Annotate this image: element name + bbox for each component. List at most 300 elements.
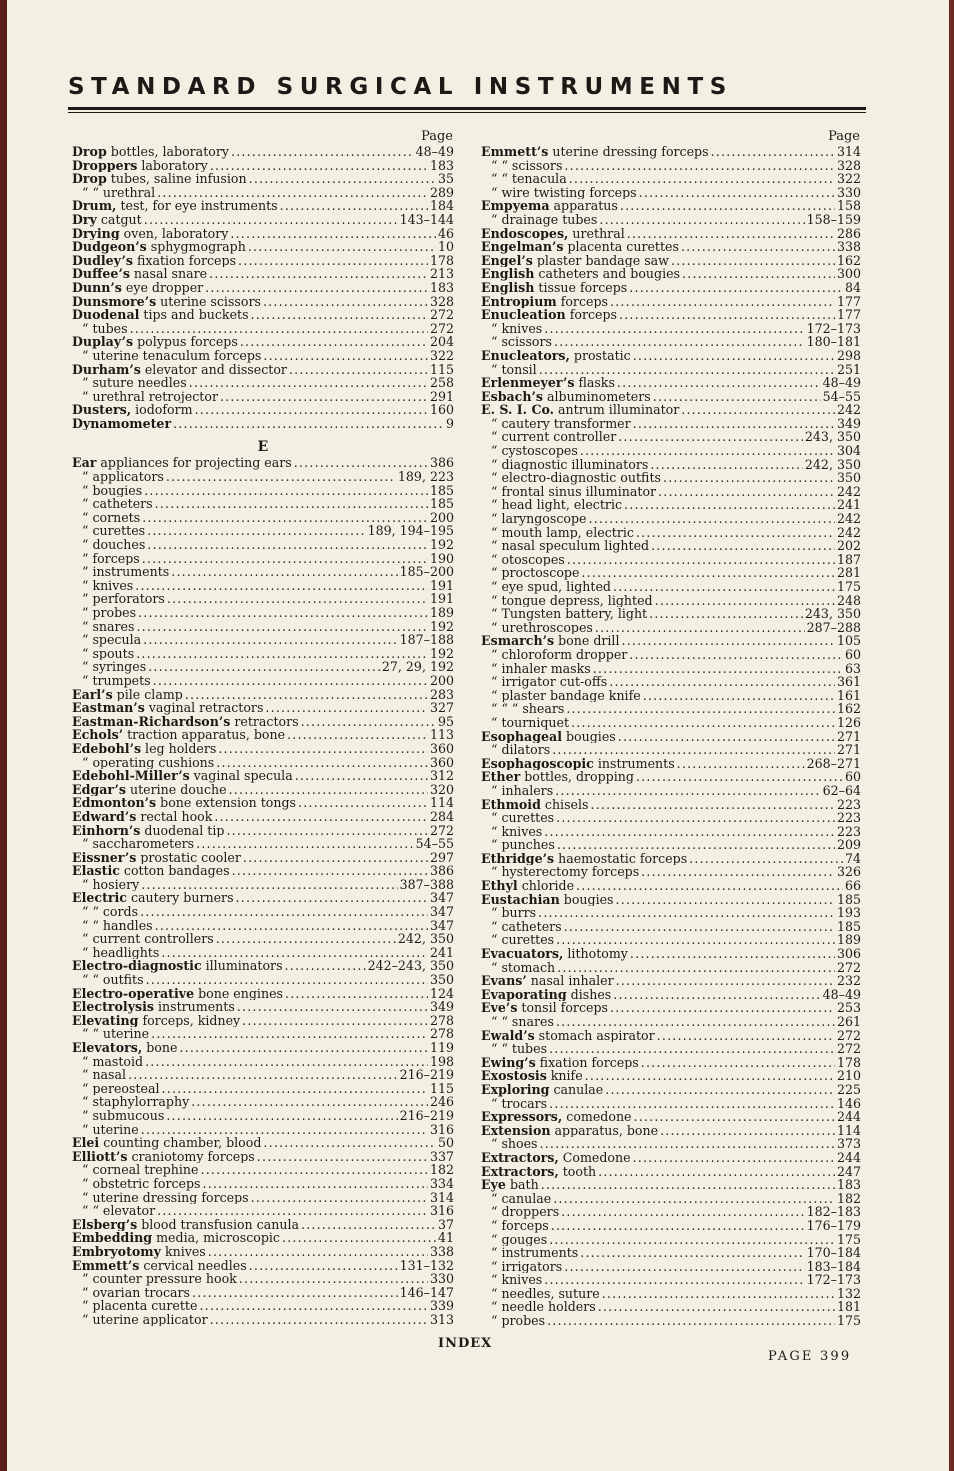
entry-page: 131–132 — [399, 1258, 454, 1273]
index-entry — [481, 1300, 861, 1314]
dot-leader — [651, 539, 835, 553]
entry-page: 243, 350 — [804, 430, 861, 445]
index-entry — [72, 1163, 454, 1177]
entry-text: “ irrigator cut-offs — [491, 675, 608, 689]
entry-page: 183 — [429, 280, 454, 295]
dot-leader — [153, 674, 428, 688]
index-entry — [481, 403, 861, 417]
entry-page: 287–288 — [806, 620, 861, 635]
entry-term — [491, 1042, 547, 1056]
entry-term — [82, 973, 144, 987]
entry-term — [491, 498, 622, 512]
entry-page: 300 — [836, 267, 861, 281]
index-entry — [481, 798, 861, 812]
entry-text: “ cystoscopes — [491, 444, 578, 458]
entry-term — [481, 376, 615, 390]
entry-text: “ punches — [491, 838, 555, 852]
entry-text: “ otoscopes — [491, 552, 565, 567]
entry-text: placenta curettes — [563, 240, 679, 254]
index-entry — [72, 145, 454, 159]
entry-page: 242 — [836, 525, 861, 540]
dot-leader — [613, 988, 820, 1002]
entry-term — [491, 159, 562, 173]
entry-text: bone — [142, 1041, 178, 1055]
entry-keyword: Elevating — [72, 1013, 139, 1028]
entry-page: 181 — [836, 1300, 861, 1315]
dot-leader — [148, 660, 380, 674]
entry-keyword: Esbach’s — [481, 389, 543, 404]
entry-text: “ “ urethral — [82, 185, 156, 200]
index-entry — [481, 458, 861, 472]
entry-term — [82, 1272, 237, 1286]
dot-leader — [263, 349, 428, 363]
entry-page: 178 — [429, 253, 454, 268]
dot-leader — [544, 825, 835, 839]
dot-leader — [591, 798, 835, 812]
entry-text: “ instruments — [82, 565, 170, 579]
entry-text: “ ovarian trocars — [82, 1285, 191, 1300]
entry-text: forceps — [565, 308, 618, 322]
entry-text: “ syringes — [82, 660, 147, 674]
dot-leader — [551, 1219, 805, 1233]
index-entry — [72, 620, 454, 634]
dot-leader — [633, 1151, 835, 1165]
index-entry — [72, 538, 454, 552]
index-entry — [72, 1218, 454, 1232]
entry-page: 54–55 — [415, 837, 454, 851]
index-entry — [72, 376, 454, 390]
entry-page: 223 — [836, 811, 861, 825]
dot-leader — [624, 498, 835, 512]
entry-page: 304 — [836, 444, 861, 458]
dot-leader — [544, 1273, 804, 1287]
entry-page: 185 — [836, 919, 861, 934]
index-entry — [481, 1110, 861, 1124]
entry-keyword: Edebohl-Miller’s — [72, 769, 190, 783]
index-entry — [72, 511, 454, 525]
entry-keyword: Earl’s — [72, 687, 113, 702]
dot-leader — [263, 1136, 436, 1150]
entry-text: “ trocars — [491, 1096, 548, 1111]
index-entry — [481, 254, 861, 268]
entry-page: 338 — [429, 1244, 454, 1259]
entry-text: stomach aspirator — [534, 1028, 655, 1043]
index-entry — [481, 811, 861, 825]
index-entry — [481, 825, 861, 839]
dot-leader — [610, 1001, 835, 1015]
dot-leader — [566, 702, 835, 716]
index-entry — [72, 267, 454, 281]
dot-leader — [598, 1165, 835, 1179]
dot-leader — [141, 1123, 428, 1137]
entry-page: 180–181 — [806, 335, 861, 349]
index-entry — [72, 186, 454, 200]
index-column-left — [72, 128, 454, 1326]
entry-term — [72, 145, 229, 159]
entry-text: bone drill — [554, 634, 620, 648]
entry-term — [491, 594, 653, 608]
index-entry — [72, 199, 454, 213]
entry-term — [72, 1245, 206, 1259]
index-entry — [481, 526, 861, 540]
index-entry — [72, 497, 454, 511]
entry-keyword: Erlenmeyer’s — [481, 376, 575, 390]
entry-keyword: Ethmoid — [481, 797, 541, 812]
dot-leader — [641, 1056, 835, 1070]
dot-leader — [147, 538, 428, 552]
entry-text: “ mouth lamp, electric — [491, 525, 634, 540]
entry-term — [491, 1219, 549, 1233]
entry-keyword: Edgar’s — [72, 782, 126, 797]
entry-page: 74 — [844, 851, 861, 866]
entry-text: tubes, saline infusion — [106, 172, 247, 186]
entry-page: 182 — [836, 1191, 861, 1206]
entry-term — [82, 1123, 139, 1137]
index-entry — [72, 524, 454, 538]
entry-term — [481, 240, 679, 254]
entry-text: “ head light, electric — [491, 498, 623, 513]
entry-page: 258 — [429, 376, 454, 390]
entry-page: 225 — [836, 1082, 861, 1097]
entry-text: “ gouges — [491, 1232, 548, 1247]
entry-term — [491, 566, 579, 580]
entry-text: “ nasal — [82, 1068, 127, 1082]
index-entry — [72, 633, 454, 647]
dot-leader — [208, 1245, 428, 1259]
entry-text: fixation forceps — [535, 1055, 639, 1070]
entry-keyword: Emmett’s — [72, 1258, 140, 1273]
dot-leader — [210, 159, 428, 173]
dot-leader — [155, 497, 428, 511]
index-entry — [481, 186, 861, 200]
index-entry — [72, 1095, 454, 1109]
dot-leader — [658, 485, 835, 499]
index-entry — [72, 227, 454, 241]
index-entry — [72, 959, 454, 973]
index-entry — [72, 592, 454, 606]
entry-keyword: Eustachian — [481, 892, 560, 907]
index-entry — [481, 1124, 861, 1138]
dot-leader — [681, 403, 835, 417]
entry-page: 246 — [429, 1095, 454, 1109]
entry-text: “ inhalers — [491, 783, 554, 798]
entry-page: 62–64 — [822, 783, 861, 798]
entry-term — [72, 417, 171, 431]
dot-leader — [232, 864, 428, 878]
entry-text: plaster bandage saw — [532, 253, 669, 268]
dot-leader — [549, 1042, 835, 1056]
index-entry — [481, 227, 861, 241]
entry-page: 272 — [429, 321, 454, 336]
index-column-right — [481, 128, 861, 1328]
entry-term — [491, 648, 627, 662]
dot-leader — [561, 1205, 804, 1219]
entry-text: “ eye spud, lighted — [491, 580, 611, 594]
entry-text: “ “ uterine — [82, 1027, 150, 1041]
entry-page: 54–55 — [822, 389, 861, 404]
index-entry — [481, 1042, 861, 1056]
entry-keyword: Electro-diagnostic — [72, 959, 202, 974]
entry-page: 183 — [836, 1178, 861, 1192]
entry-text: “ laryngoscope — [491, 512, 587, 526]
entry-page: 314 — [836, 145, 861, 159]
entry-page: 232 — [836, 974, 861, 988]
entry-page: 272 — [836, 960, 861, 975]
entry-term — [491, 322, 542, 336]
entry-text: “ knives — [491, 1273, 543, 1287]
entry-keyword: Echols’ — [72, 728, 124, 742]
index-entry — [481, 675, 861, 689]
entry-page: 213 — [429, 267, 454, 281]
entry-text: “ catheters — [491, 919, 562, 934]
entry-keyword: Ethridge’s — [481, 851, 555, 866]
index-entry — [72, 1082, 454, 1096]
dot-leader — [610, 295, 835, 309]
dot-leader — [155, 919, 428, 933]
entry-term — [82, 322, 128, 336]
entry-text: tooth — [558, 1164, 597, 1179]
entry-page: 202 — [836, 539, 861, 553]
entry-term — [491, 172, 567, 186]
index-entry — [481, 240, 861, 254]
entry-term — [491, 512, 586, 526]
index-entry — [481, 838, 861, 852]
entry-page: 247 — [836, 1164, 861, 1179]
entry-text: “ “ tubes — [491, 1042, 548, 1056]
header-rule-thin — [68, 112, 866, 113]
entry-text: “ “ cords — [82, 905, 139, 919]
dot-leader — [218, 742, 428, 756]
entry-keyword: Expressors, — [481, 1110, 563, 1124]
index-entry — [72, 1286, 454, 1300]
dot-leader — [166, 1109, 397, 1123]
entry-page: 244 — [836, 1150, 861, 1165]
running-header: STANDARD SURGICAL INSTRUMENTS — [68, 74, 733, 100]
entry-term — [72, 281, 203, 295]
dot-leader — [616, 974, 835, 988]
entry-text: “ probes — [82, 606, 137, 620]
entry-text: “ tongue depress, lighted — [491, 593, 653, 608]
dot-leader — [556, 1015, 835, 1029]
entry-page: 10 — [437, 240, 454, 254]
dot-leader — [295, 769, 428, 783]
entry-term — [72, 891, 234, 905]
entry-text: “ needle holders — [491, 1300, 596, 1315]
index-entry — [481, 607, 861, 621]
entry-text: “ urethroscopes — [491, 620, 593, 635]
dot-leader — [201, 1163, 428, 1177]
entry-term — [82, 390, 218, 404]
entry-text: “ counter pressure hook — [82, 1272, 237, 1286]
entry-page: 200 — [429, 510, 454, 525]
entry-term — [72, 159, 208, 173]
entry-term — [491, 213, 597, 227]
index-entry — [481, 267, 861, 281]
dot-leader — [249, 172, 436, 186]
index-entry — [481, 1137, 861, 1151]
entry-text: canulae — [549, 1082, 604, 1097]
dot-leader — [564, 920, 835, 934]
index-entry — [72, 742, 454, 756]
entry-term — [72, 701, 263, 715]
entry-term — [72, 1136, 261, 1150]
entry-keyword: Electro-operative — [72, 986, 195, 1001]
index-entry — [72, 891, 454, 905]
index-entry — [481, 1246, 861, 1260]
dot-leader — [643, 689, 835, 703]
entry-term — [82, 905, 138, 919]
entry-text: “ proctoscope — [491, 566, 580, 580]
dot-leader — [138, 606, 428, 620]
dot-leader — [552, 743, 835, 757]
entry-keyword: Engelman’s — [481, 240, 564, 254]
entry-text: knife — [546, 1069, 583, 1083]
entry-keyword: Drop — [72, 145, 107, 159]
dot-leader — [294, 456, 428, 470]
entry-term — [72, 742, 216, 756]
header-rule — [68, 107, 866, 110]
entry-text: “ forceps — [82, 551, 140, 566]
entry-text: vaginal retractors — [144, 701, 264, 715]
entry-text: “ inhaler masks — [491, 661, 591, 676]
index-entry — [72, 390, 454, 404]
index-entry — [72, 946, 454, 960]
dot-leader — [557, 838, 835, 852]
entry-term — [481, 1165, 596, 1179]
entry-page: 175 — [836, 1314, 861, 1328]
entry-page: 316 — [429, 1204, 454, 1218]
entry-page: 347 — [429, 918, 454, 933]
dot-leader — [629, 281, 843, 295]
entry-page: 350 — [836, 471, 861, 485]
entry-term — [491, 784, 553, 798]
index-entry — [481, 1314, 861, 1328]
entry-page: 386 — [429, 456, 454, 471]
entry-page: 261 — [836, 1015, 861, 1029]
entry-text: instruments — [593, 756, 675, 771]
entry-term — [481, 974, 614, 988]
entry-text: rectal hook — [136, 809, 213, 824]
entry-page: 115 — [429, 1081, 454, 1096]
entry-page: 291 — [429, 389, 454, 404]
entry-page: 349 — [429, 1000, 454, 1014]
index-entry — [481, 159, 861, 173]
entry-text: apparatus, bone — [550, 1123, 659, 1138]
entry-text: “ drainage tubes — [491, 212, 598, 227]
entry-page: 193 — [836, 906, 861, 920]
entry-text: “ chloroform dropper — [491, 647, 628, 662]
index-entry — [72, 783, 454, 797]
dot-leader — [549, 1233, 835, 1247]
entry-page: 242 — [836, 403, 861, 417]
entry-term — [481, 798, 589, 812]
index-entry — [72, 1204, 454, 1218]
entry-keyword: Dry — [72, 212, 97, 227]
index-entry — [72, 1027, 454, 1041]
entry-term — [491, 335, 552, 349]
dot-leader — [230, 227, 436, 241]
entry-keyword: Elliott’s — [72, 1149, 128, 1164]
entry-text: “ knives — [491, 321, 543, 336]
index-entry — [481, 702, 861, 716]
entry-page: 244 — [836, 1110, 861, 1124]
entry-page: 286 — [836, 226, 861, 241]
entry-term — [72, 851, 241, 865]
dot-leader — [547, 1314, 835, 1328]
dot-leader — [144, 213, 398, 227]
entry-term — [491, 920, 562, 934]
index-list-right — [481, 145, 861, 1328]
entry-term — [491, 444, 578, 458]
entry-text: bone engines — [194, 986, 283, 1001]
entry-page: 327 — [429, 701, 454, 715]
entry-page: 373 — [836, 1137, 861, 1151]
dot-leader — [633, 417, 835, 431]
dot-leader — [663, 471, 835, 485]
index-entry — [481, 1056, 861, 1070]
entry-term — [82, 579, 133, 593]
entry-term — [481, 281, 627, 295]
entry-term — [82, 511, 140, 525]
entry-text: craniotomy forceps — [127, 1149, 255, 1164]
entry-page: 185 — [429, 483, 454, 498]
index-entry — [481, 947, 861, 961]
entry-term — [82, 186, 155, 200]
entry-page: 242–243, 350 — [367, 959, 454, 974]
entry-term — [481, 893, 614, 907]
entry-text: fixation forceps — [132, 253, 237, 268]
dot-leader — [237, 1000, 428, 1014]
dot-leader — [135, 579, 428, 593]
index-entry — [481, 1029, 861, 1043]
dot-leader — [199, 1299, 428, 1313]
entry-keyword: Einhorn’s — [72, 823, 141, 838]
entry-keyword: Duplay’s — [72, 335, 134, 349]
entry-keyword: Ear — [72, 456, 97, 471]
index-entry — [72, 1259, 454, 1273]
index-entry — [481, 295, 861, 309]
entry-text: Comedone — [558, 1150, 631, 1165]
index-entry — [481, 1287, 861, 1301]
entry-page: 284 — [429, 809, 454, 824]
entry-term — [82, 376, 187, 390]
entry-term — [82, 1191, 249, 1205]
entry-keyword: Edward’s — [72, 809, 137, 824]
entry-text: “ curettes — [491, 933, 555, 948]
index-entry — [72, 878, 454, 892]
entry-term — [481, 1056, 639, 1070]
dot-leader — [142, 511, 428, 525]
entry-term — [82, 349, 261, 363]
dot-leader — [711, 145, 835, 159]
index-entry — [481, 1165, 861, 1179]
entry-term — [82, 538, 145, 552]
index-entry — [72, 1150, 454, 1164]
entry-text: leg holders — [141, 741, 217, 756]
entry-text: “ operating cushions — [82, 755, 215, 770]
entry-term — [491, 933, 554, 947]
entry-page: 322 — [429, 348, 454, 363]
index-entry — [72, 1123, 454, 1137]
entry-text: “ stomach — [491, 960, 556, 975]
entry-term — [72, 456, 292, 470]
entry-page: 114 — [429, 796, 454, 810]
entry-text: “ spouts — [82, 646, 135, 661]
index-entry — [481, 1192, 861, 1206]
entry-page: 328 — [836, 158, 861, 173]
entry-term — [491, 471, 661, 485]
entry-text: prostatic cooler — [136, 850, 241, 865]
